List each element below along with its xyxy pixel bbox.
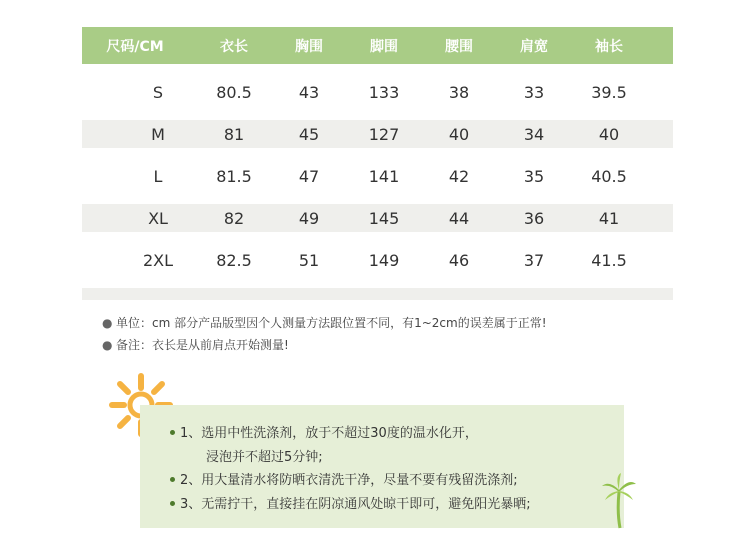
- note-unit-text: 单位：cm 部分产品版型因个人测量方法跟位置不同，有1~2cm的误差属于正常!: [116, 316, 547, 330]
- palm-tree-icon: [601, 472, 637, 530]
- cell-waist: 38: [448, 82, 470, 102]
- cell-hem: 133: [368, 82, 400, 102]
- cell-length: 80.5: [216, 82, 252, 102]
- measurement-notes: [100, 312, 547, 356]
- header-shoulder: 肩宽: [520, 38, 548, 55]
- cell-waist: 42: [448, 166, 470, 186]
- care-step-1: 1、选用中性洗涤剂，放于不超过30度的温水化开，: [180, 426, 478, 441]
- cell-waist: 46: [448, 250, 470, 270]
- header-length: 衣长: [220, 38, 248, 55]
- header-waist: 腰围: [445, 38, 473, 55]
- cell-size: XL: [148, 208, 168, 228]
- cell-sleeve: 41.5: [591, 250, 627, 270]
- cell-length: 82.5: [216, 250, 252, 270]
- cell-size: S: [152, 82, 164, 102]
- cell-length: 81.5: [216, 166, 252, 186]
- cell-sleeve: 40.5: [591, 166, 627, 186]
- table-row: [82, 120, 673, 148]
- table-row: [82, 162, 673, 190]
- cell-size: M: [151, 124, 165, 144]
- bullet-icon: [170, 477, 175, 482]
- cell-chest: 45: [298, 124, 320, 144]
- header-sleeve: 袖长: [595, 38, 623, 55]
- note-unit: [100, 312, 547, 334]
- cell-shoulder: 35: [523, 166, 545, 186]
- cell-shoulder: 34: [523, 124, 545, 144]
- cell-hem: 141: [368, 166, 400, 186]
- care-step-3: 3、无需拧干，直接挂在阴凉通风处晾干即可，避免阳光暴晒;: [180, 497, 531, 512]
- cell-chest: 49: [298, 208, 320, 228]
- cell-chest: 51: [298, 250, 320, 270]
- cell-size: L: [153, 166, 163, 186]
- care-instructions: [140, 405, 624, 528]
- cell-sleeve: 41: [598, 208, 620, 228]
- header-chest: 胸围: [295, 38, 323, 55]
- cell-size: 2XL: [142, 250, 174, 270]
- bullet-icon: [170, 501, 175, 506]
- cell-sleeve: 40: [598, 124, 620, 144]
- cell-sleeve: 39.5: [591, 82, 627, 102]
- cell-waist: 40: [448, 124, 470, 144]
- cell-shoulder: 37: [523, 250, 545, 270]
- cell-length: 81: [223, 124, 245, 144]
- note-remark: [100, 334, 547, 356]
- size-table: [82, 27, 673, 300]
- cell-hem: 149: [368, 250, 400, 270]
- cell-shoulder: 36: [523, 208, 545, 228]
- bullet-icon: ●: [102, 338, 113, 352]
- table-header-row: [82, 27, 673, 64]
- cell-hem: 127: [368, 124, 400, 144]
- note-remark-text: 备注：衣长是从前肩点开始测量!: [116, 338, 289, 352]
- table-row: [82, 246, 673, 274]
- header-hem: 脚围: [370, 38, 398, 55]
- bullet-icon: ●: [102, 316, 113, 330]
- table-footer-band: [82, 288, 673, 300]
- table-row: [82, 204, 673, 232]
- cell-chest: 47: [298, 166, 320, 186]
- cell-chest: 43: [298, 82, 320, 102]
- cell-hem: 145: [368, 208, 400, 228]
- cell-length: 82: [223, 208, 245, 228]
- care-step-1-continued: 浸泡并不超过5分钟;: [206, 450, 323, 465]
- bullet-icon: [170, 430, 175, 435]
- header-size: 尺码/CM: [106, 38, 164, 55]
- care-step-2: 2、用大量清水将防晒衣清洗干净，尽量不要有残留洗涤剂;: [180, 473, 518, 488]
- table-row: [82, 78, 673, 106]
- cell-shoulder: 33: [523, 82, 545, 102]
- cell-waist: 44: [448, 208, 470, 228]
